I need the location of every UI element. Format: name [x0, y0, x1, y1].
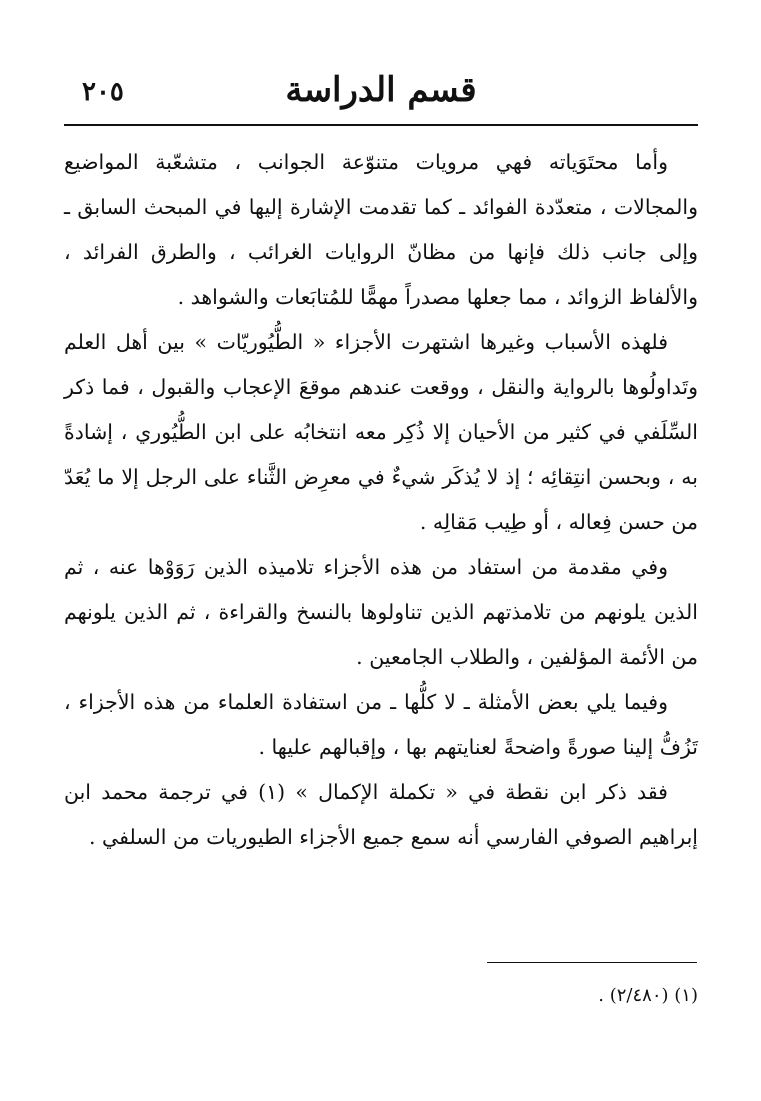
page-number: ٢٠٥ [82, 77, 124, 107]
paragraph: وأما محتَوَياته فهي مرويات متنوّعة الجوانب ، متشعّبة المواضيع والمجالات ، متعدّدة الفوائد ـ كما تقدمت الإشارة إليها في المبحث السابق ـ وإلى جانب ذلك فإنها من مظانّ الروايات الغرائب ، والطرق الفرائد ، والألفاظ الزوائد ، مما جعلها مصدراً مهمًّا للمُتابَعات والشواهد . [64, 150, 698, 309]
footnote-divider [487, 962, 697, 963]
paragraph: وفي مقدمة من استفاد من هذه الأجزاء تلاميذه الذين رَوَوْها عنه ، ثم الذين يلونهم من تلامذتهم الذين تناولوها بالنسخ والقراءة ، ثم الذين يلونهم من الأئمة المؤلفين ، والطلاب الجامعين . [64, 555, 698, 669]
section-title: قسم الدراسة [285, 70, 477, 110]
paragraph: وفيما يلي بعض الأمثلة ـ لا كلُّها ـ من استفادة العلماء من هذه الأجزاء ، تَزُفُّ إلينا صورةً واضحةً لعنايتهم بها ، وإقبالهم عليها . [64, 690, 698, 759]
header-divider [64, 124, 698, 126]
paragraph: فلهذه الأسباب وغيرها اشتهرت الأجزاء « الطُّيُوريّات » بين أهل العلم وتَداولُوها بالرواية والنقل ، ووقعت عندهم موقعَ الإعجاب والقبول ، فما ذكر السِّلَفي في كثير من الأحيان إلا ذُكِر معه انتخابُه على ابن الطُّيُوري ، إشادةً به ، وبحسن انتِقائِه ؛ إذ لا يُذكَر شيءٌ في معرِض الثَّناء على الرجل إلا ما يُعَدّ من حسن فِعاله ، أو طِيب مَقالِه . [64, 330, 698, 534]
main-text [64, 140, 698, 860]
paragraph: فقد ذكر ابن نقطة في « تكملة الإكمال » (١) في ترجمة محمد ابن إبراهيم الصوفي الفارسي أنه سمع جميع الأجزاء الطيوريات من السلفي . [64, 780, 698, 849]
page-header [64, 62, 698, 124]
footnote: (١) (٢/٤٨٠) . [598, 985, 698, 1006]
